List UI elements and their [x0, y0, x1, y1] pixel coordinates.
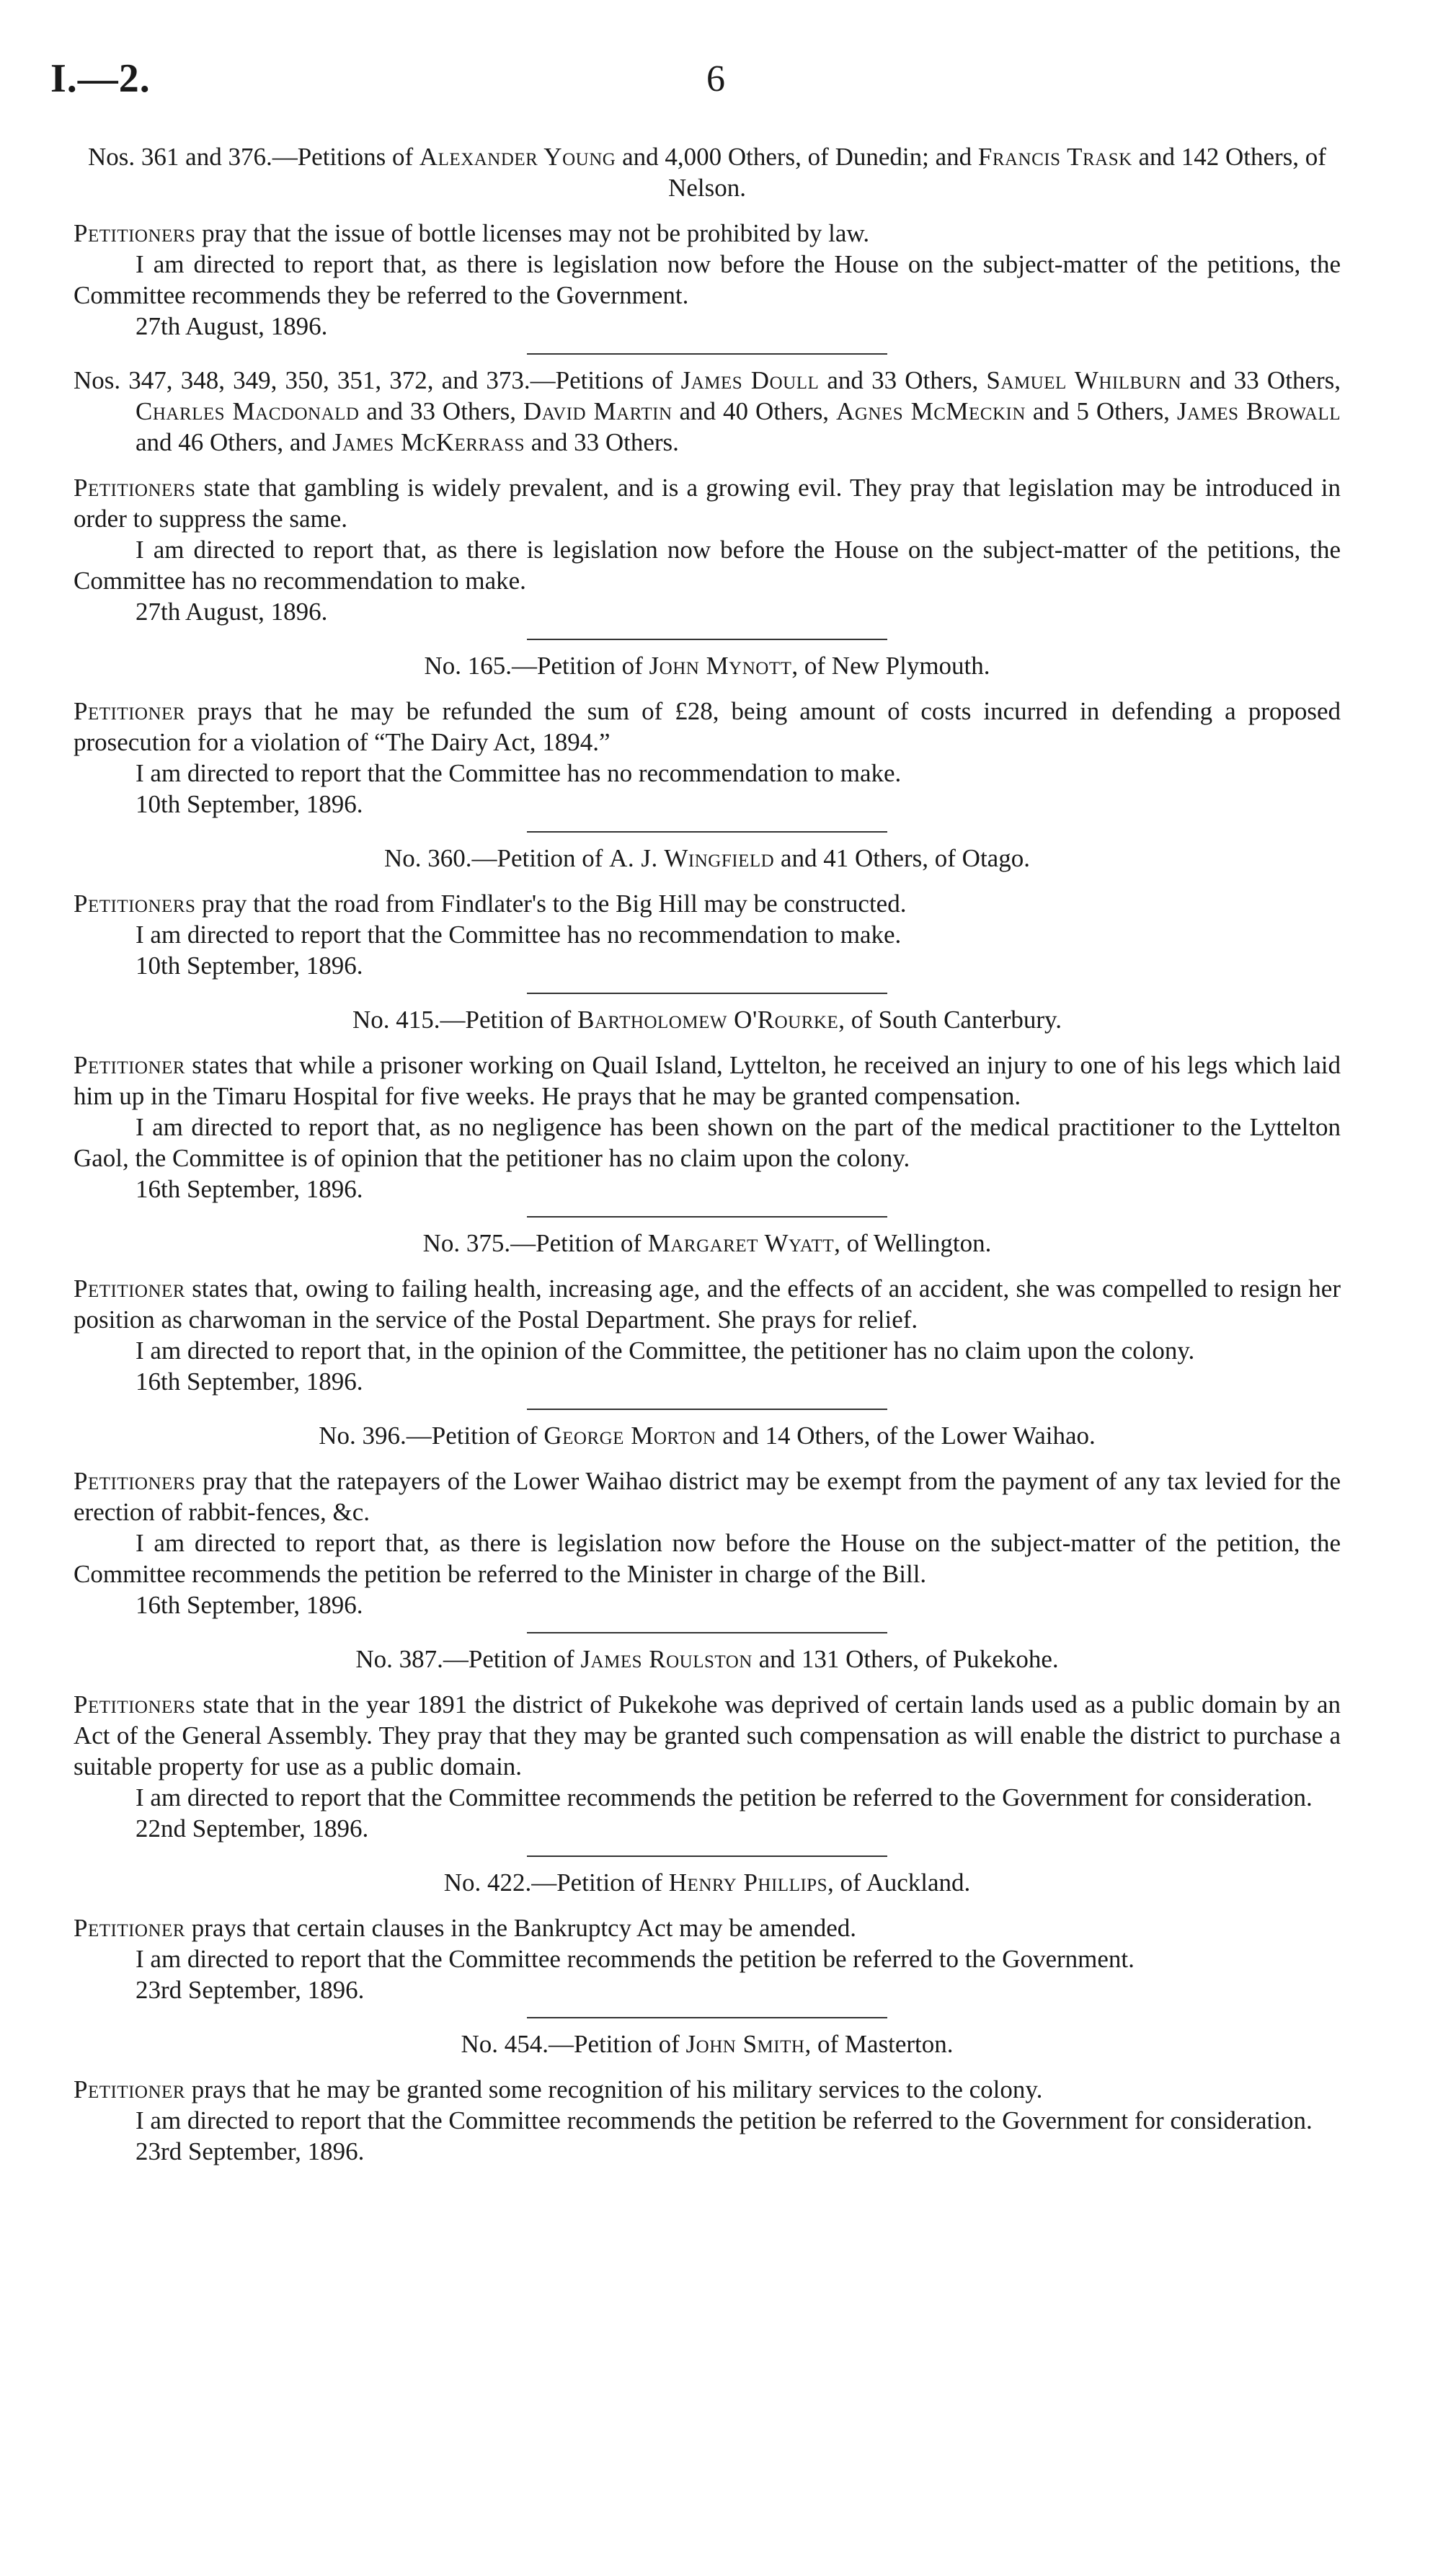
report-date: 27th August, 1896.: [136, 598, 328, 626]
petitioner-name: James Browall: [1176, 397, 1341, 425]
section-divider: [527, 1855, 887, 1857]
petition-body: Petitioner states that, owing to failing health, increasing age, and the effects of an accident, she was compelled to resign her position as charwoman in the service of the Postal Department. She prays for relief.: [74, 1274, 1341, 1334]
petition-body: Petitioner prays that he may be refunded the sum of £28, being amount of costs incurred in defending a proposed prosecution for a violation of “The Dairy Act, 1894.”: [74, 697, 1341, 756]
section-divider: [527, 639, 887, 640]
petition-body: Petitioners pray that the issue of bottle licenses may not be prohibited by law.: [74, 219, 870, 247]
section-divider: [527, 353, 887, 355]
petitioner-name: Bartholomew O'Rourke: [577, 1006, 839, 1034]
section-divider: [527, 831, 887, 833]
committee-report: I am directed to report that, as there is legislation now before the House on the subject-matter of the petitions, the Committee recommends they be referred to the Government.: [74, 250, 1341, 309]
committee-report: I am directed to report that, as there is legislation now before the House on the subject-matter of the petition, the Committee recommends the petition be referred to the Minister in charge of the Bill.: [74, 1529, 1341, 1588]
petition-heading: No. 422.—Petition of Henry Phillips, of Auckland.: [443, 1868, 971, 1897]
report-date: 16th September, 1896.: [136, 1591, 363, 1619]
petition-section: [74, 843, 1341, 981]
petitioner-name: James Roulston: [580, 1645, 753, 1673]
report-date: 10th September, 1896.: [136, 952, 363, 980]
petition-body: Petitioners state that in the year 1891 the district of Pukekohe was deprived of certain lands used as a public domain by an Act of the General Assembly. They pray that they may be granted such compensation as will enable the district to purchase a suitable property for use as a public domain.: [74, 1690, 1341, 1781]
petitioner-name: A. J. Wingfield: [609, 844, 775, 872]
petition-heading: Nos. 361 and 376.—Petitions of Alexander Young and 4,000 Others, of Dunedin; and Francis Trask and 142 Others, of Nelson.: [88, 143, 1326, 202]
petition-body: Petitioner prays that certain clauses in the Bankruptcy Act may be amended.: [74, 1914, 857, 1942]
report-date: 16th September, 1896.: [136, 1367, 363, 1396]
petition-section: [74, 1004, 1341, 1205]
report-date: 16th September, 1896.: [136, 1175, 363, 1203]
report-date: 10th September, 1896.: [136, 790, 363, 818]
section-divider: [527, 2017, 887, 2018]
section-divider: [527, 1632, 887, 1633]
petitioner-name: George Morton: [543, 1422, 716, 1450]
petition-body: Petitioners state that gambling is widely prevalent, and is a growing evil. They pray that legislation may be introduced in order to suppress the same.: [74, 474, 1341, 533]
committee-report: I am directed to report that the Committee has no recommendation to make.: [136, 921, 902, 949]
petitioner-name: John Smith: [685, 2030, 805, 2058]
petition-heading: No. 396.—Petition of George Morton and 14 Others, of the Lower Waihao.: [319, 1422, 1096, 1450]
petition-heading: No. 360.—Petition of A. J. Wingfield and 41 Others, of Otago.: [384, 844, 1030, 872]
petition-heading: No. 454.—Petition of John Smith, of Masterton.: [461, 2030, 954, 2058]
petition-heading: Nos. 347, 348, 349, 350, 351, 372, and 373.—Petitions of James Doull and 33 Others, Samuel Whilburn and 33 Others, Charles Macdonald and 33 Others, David Martin and 40 Others, Agnes McMeckin and 5 Others, James Browall and 46 Others, and James McKerrass and 33 Others.: [74, 366, 1341, 456]
petition-heading: No. 165.—Petition of John Mynott, of New Plymouth.: [424, 652, 990, 680]
petition-section: [74, 1867, 1341, 2005]
petitioner-name: Francis Trask: [977, 143, 1132, 171]
petitioner-name: Alexander Young: [419, 143, 616, 171]
report-date: 23rd September, 1896.: [136, 1976, 365, 2004]
petition-section: [74, 2028, 1341, 2167]
petition-body: Petitioner states that while a prisoner working on Quail Island, Lyttelton, he received an injury to one of his legs which laid him up in the Timaru Hospital for five weeks. He prays that he may be granted compensation.: [74, 1051, 1341, 1110]
petitioner-name: John Mynott: [649, 652, 792, 680]
committee-report: I am directed to report that the Committee recommends the petition be referred to the Government.: [136, 1945, 1135, 1973]
petition-section: [74, 1228, 1341, 1397]
petitioner-name: Agnes McMeckin: [836, 397, 1026, 425]
committee-report: I am directed to report that, as no negligence has been shown on the part of the medical practitioner to the Lyttelton Gaol, the Committee is of opinion that the petitioner has no claim upon the colony.: [74, 1113, 1341, 1172]
report-date: 27th August, 1896.: [136, 312, 328, 340]
petition-section: [74, 650, 1341, 820]
series-label: I.—2.: [50, 56, 151, 101]
petition-heading: No. 415.—Petition of Bartholomew O'Rourke, of South Canterbury.: [352, 1006, 1062, 1034]
petitioner-name: James McKerrass: [332, 428, 525, 456]
committee-report: I am directed to report that the Committee recommends the petition be referred to the Government for consideration.: [136, 2106, 1313, 2134]
section-divider: [527, 1216, 887, 1218]
petitioner-name: James Doull: [680, 366, 820, 394]
section-divider: [527, 993, 887, 994]
petition-heading: No. 375.—Petition of Margaret Wyatt, of Wellington.: [422, 1229, 992, 1257]
petitioner-name: Charles Macdonald: [136, 397, 360, 425]
page-number: 6: [706, 58, 725, 99]
committee-report: I am directed to report that, in the opinion of the Committee, the petitioner has no claim upon the colony.: [136, 1336, 1195, 1365]
petition-heading: No. 387.—Petition of James Roulston and 131 Others, of Pukekohe.: [355, 1645, 1059, 1673]
petition-section: [74, 1420, 1341, 1620]
report-date: 23rd September, 1896.: [136, 2137, 365, 2165]
petition-body: Petitioner prays that he may be granted some recognition of his military services to the colony.: [74, 2075, 1043, 2103]
petition-section: [74, 1644, 1341, 1844]
petitioner-name: Samuel Whilburn: [986, 366, 1181, 394]
petition-body: Petitioners pray that the ratepayers of the Lower Waihao district may be exempt from the payment of any tax levied for the erection of rabbit-fences, &c.: [74, 1467, 1341, 1526]
petitioner-name: Margaret Wyatt: [647, 1229, 835, 1257]
petitions-content: [74, 141, 1341, 2167]
section-divider: [527, 1409, 887, 1410]
report-date: 22nd September, 1896.: [136, 1814, 369, 1843]
petition-body: Petitioners pray that the road from Findlater's to the Big Hill may be constructed.: [74, 890, 907, 918]
petition-section: [74, 141, 1341, 342]
committee-report: I am directed to report that the Committee has no recommendation to make.: [136, 759, 902, 787]
petitioner-name: David Martin: [523, 397, 672, 425]
committee-report: I am directed to report that, as there is legislation now before the House on the subject-matter of the petitions, the Committee has no recommendation to make.: [74, 536, 1341, 595]
petitioner-name: Henry Phillips: [668, 1868, 827, 1897]
page-header: [50, 56, 1377, 114]
petition-section: [74, 365, 1341, 627]
committee-report: I am directed to report that the Committee recommends the petition be referred to the Government for consideration.: [136, 1783, 1313, 1812]
